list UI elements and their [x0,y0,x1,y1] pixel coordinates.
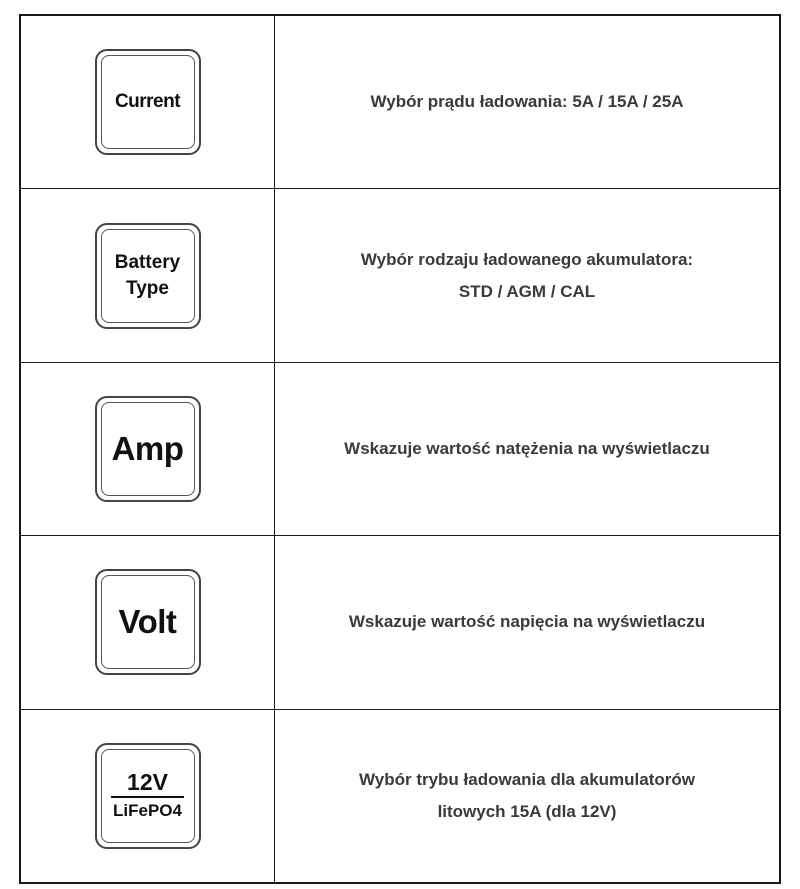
battery-type-button-icon [95,223,201,329]
table-row-volt [21,536,779,709]
description-text: Wskazuje wartość napięcia na wyświetlaczu [348,612,706,632]
key-label-top: 12V [127,769,168,796]
lifepo4-button-icon [95,743,201,849]
description-text: Wskazuje wartość natężenia na wyświetlaczu [344,439,710,459]
icon-cell [21,16,275,188]
icon-cell [21,710,275,882]
key-face [101,55,195,149]
key-face [101,575,195,669]
key-label: Current [114,91,181,113]
description-cell [275,189,779,361]
key-divider-line [111,796,185,798]
description-cell [275,710,779,882]
table-row-battery-type [21,189,779,362]
current-button-icon [95,49,201,155]
description-cell [275,536,779,708]
description-cell [275,16,779,188]
icon-cell [21,536,275,708]
amp-button-icon [95,396,201,502]
table-row-amp [21,363,779,536]
key-face [101,229,195,323]
volt-button-icon [95,569,201,675]
key-face [101,749,195,843]
description-text: Wybór prądu ładowania: 5A / 15A / 25A [370,92,684,112]
key-label-line1: Battery [114,251,181,273]
description-cell [275,363,779,535]
key-label-bottom: LiFePO4 [113,801,182,821]
key-label: Volt [118,603,177,641]
table-row-current [21,16,779,189]
description-text: Wybór rodzaju ładowanego akumulatora: STD / AGM / CAL [360,249,694,301]
key-label: Amp [111,430,184,468]
key-label-line2: Type [126,277,169,299]
table-row-12v-lifepo4 [21,710,779,882]
description-text: Wybór trybu ładowania dla akumulatorów litowych 15A (dla 12V) [359,769,695,821]
key-face [101,402,195,496]
icon-cell [21,189,275,361]
button-function-table [19,14,781,884]
icon-cell [21,363,275,535]
